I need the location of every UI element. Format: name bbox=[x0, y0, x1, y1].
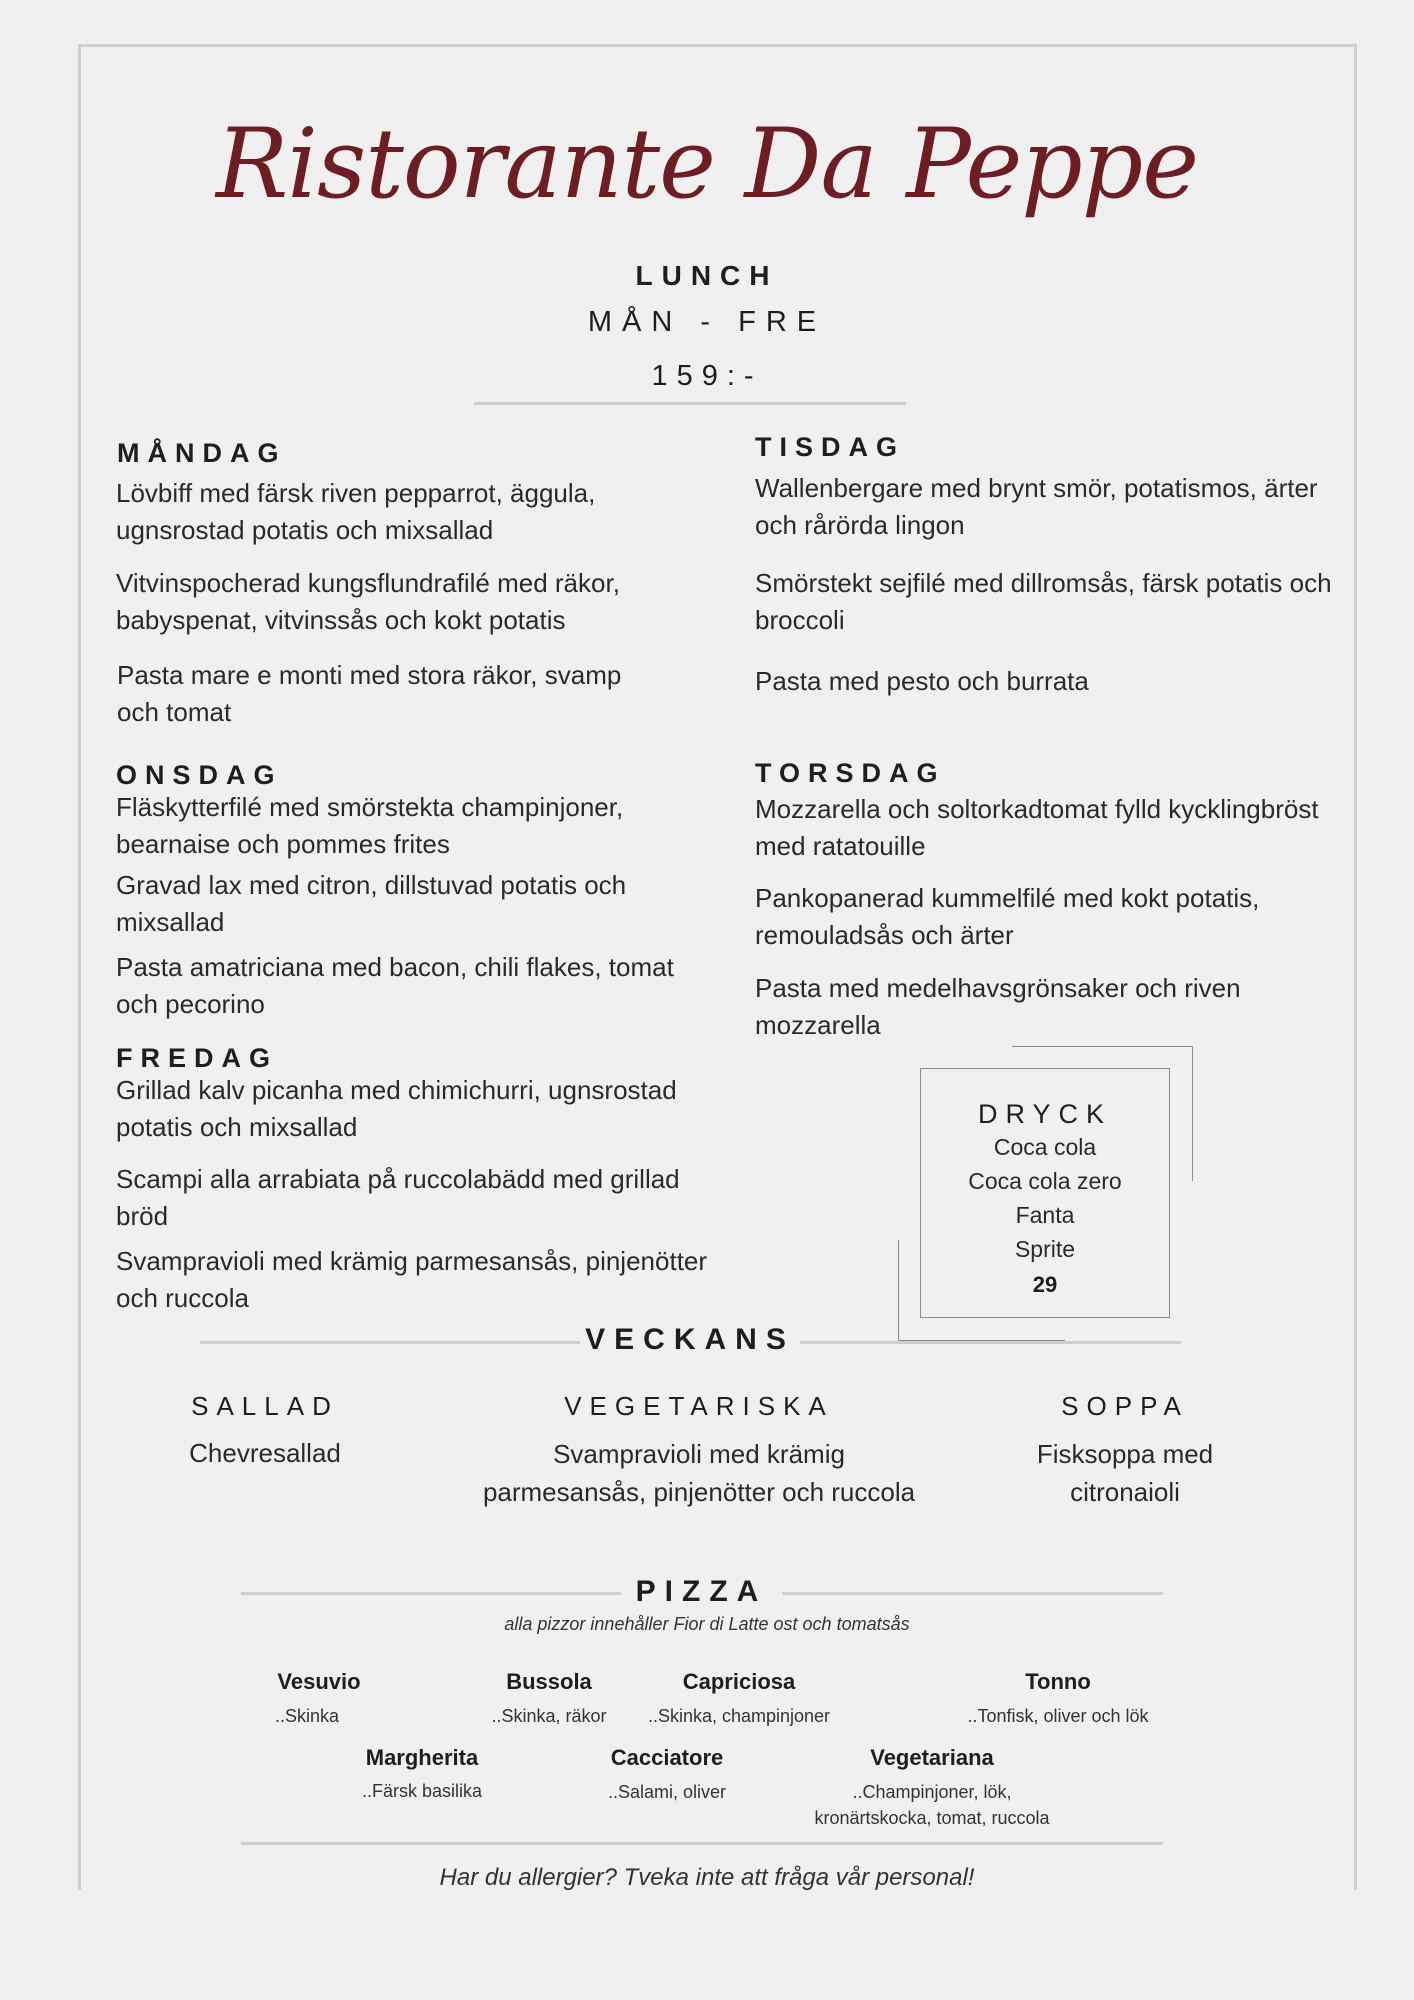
drink-item: Coca cola zero bbox=[968, 1168, 1122, 1194]
weekly-sallad-text: Chevresallad bbox=[189, 1438, 341, 1468]
pizza-name: Capriciosa bbox=[682, 1669, 796, 1694]
dish-tisdag-1: Wallenbergare med brynt smör, potatismos, ärter och rårörda lingon bbox=[755, 473, 1318, 540]
pizza-name: Vesuvio bbox=[277, 1669, 361, 1694]
drink-box bbox=[920, 1068, 1170, 1318]
divider bbox=[241, 1592, 621, 1595]
dish-mandag-3: Pasta mare e monti med stora räkor, svamp och tomat bbox=[117, 660, 622, 727]
dish-onsdag-1: Fläskytterfilé med smörstekta champinjoner, bearnaise och pommes frites bbox=[116, 792, 624, 859]
drink-price: 29 bbox=[1032, 1272, 1058, 1297]
weekly-heading: VECKANS bbox=[585, 1323, 795, 1356]
dish-fredag-1: Grillad kalv picanha med chimichurri, ugnsrostad potatis och mixsallad bbox=[116, 1075, 677, 1142]
pizza-desc: ..Färsk basilika bbox=[361, 1781, 483, 1801]
dish-mandag-2: Vitvinspocherad kungsflundrafilé med räkor, babyspenat, vitvinssås och kokt potatis bbox=[116, 568, 620, 635]
pizza-name: Bussola bbox=[506, 1669, 592, 1694]
dish-mandag-1: Lövbiff med färsk riven pepparrot, äggula, ugnsrostad potatis och mixsallad bbox=[116, 478, 596, 545]
weekly-soppa-text: Fisksoppa med citronaioli bbox=[1036, 1439, 1214, 1507]
pizza-name: Margherita bbox=[365, 1745, 479, 1770]
day-heading-onsdag: ONSDAG bbox=[116, 760, 283, 790]
dish-onsdag-2: Gravad lax med citron, dillstuvad potatis och mixsallad bbox=[116, 870, 627, 937]
pizza-note: alla pizzor innehåller Fior di Latte ost och tomatsås bbox=[504, 1614, 910, 1634]
dish-tisdag-2: Smörstekt sejfilé med dillromsås, färsk potatis och broccoli bbox=[755, 568, 1332, 635]
weekly-vegetariska-text: Svampravioli med krämig parmesansås, pinjenötter och ruccola bbox=[482, 1439, 916, 1507]
dish-fredag-3: Svampravioli med krämig parmesansås, pinjenötter och ruccola bbox=[116, 1246, 708, 1313]
dish-torsdag-1: Mozzarella och soltorkadtomat fylld kycklingbröst med ratatouille bbox=[755, 794, 1319, 861]
divider bbox=[800, 1341, 1181, 1344]
divider bbox=[782, 1592, 1163, 1595]
lunch-price: 159:- bbox=[651, 360, 763, 392]
dish-tisdag-3: Pasta med pesto och burrata bbox=[755, 666, 1089, 696]
drink-heading: DRYCK bbox=[977, 1099, 1113, 1129]
pizza-desc: ..Skinka, räkor bbox=[491, 1706, 607, 1726]
restaurant-name: Ristorante Da Peppe bbox=[215, 108, 1198, 220]
pizza-desc: ..Salami, oliver bbox=[607, 1782, 727, 1802]
border-top bbox=[78, 44, 1357, 47]
pizza-name: Cacciatore bbox=[610, 1745, 724, 1770]
day-heading-mandag: MÅNDAG bbox=[117, 438, 287, 468]
pizza-desc: ..Skinka, champinjoner bbox=[647, 1706, 831, 1726]
day-heading-torsdag: TORSDAG bbox=[755, 758, 946, 788]
weekly-soppa-label: SOPPA bbox=[1061, 1391, 1189, 1421]
dish-onsdag-3: Pasta amatriciana med bacon, chili flakes, tomat och pecorino bbox=[116, 952, 674, 1019]
divider bbox=[474, 402, 906, 405]
pizza-heading: PIZZA bbox=[635, 1575, 768, 1608]
pizza-name: Tonno bbox=[1025, 1669, 1091, 1694]
divider bbox=[241, 1842, 1163, 1845]
drink-item: Coca cola bbox=[993, 1134, 1097, 1160]
day-heading-tisdag: TISDAG bbox=[755, 432, 906, 462]
weekly-vegetariska-label: VEGETARISKA bbox=[564, 1391, 834, 1421]
dish-torsdag-3: Pasta med medelhavsgrönsaker och riven mozzarella bbox=[755, 973, 1241, 1040]
pizza-desc: ..Champinjoner, lök, kronärtskocka, tomat, ruccola bbox=[814, 1782, 1050, 1828]
pizza-desc: ..Skinka bbox=[274, 1706, 340, 1726]
day-heading-fredag: FREDAG bbox=[116, 1043, 278, 1073]
pizza-name: Vegetariana bbox=[870, 1745, 994, 1770]
drink-item: Sprite bbox=[1014, 1236, 1076, 1262]
allergy-notice: Har du allergier? Tveka inte att fråga vår personal! bbox=[439, 1864, 975, 1891]
pizza-desc: ..Tonfisk, oliver och lök bbox=[967, 1706, 1149, 1726]
lunch-heading: LUNCH bbox=[635, 260, 779, 291]
dish-fredag-2: Scampi alla arrabiata på ruccolabädd med grillad bröd bbox=[116, 1164, 680, 1231]
drink-item: Fanta bbox=[1015, 1202, 1075, 1228]
dish-torsdag-2: Pankopanerad kummelfilé med kokt potatis, remouladsås och ärter bbox=[755, 883, 1260, 950]
divider bbox=[200, 1341, 580, 1344]
days-range: MÅN - FRE bbox=[587, 306, 827, 338]
weekly-sallad-label: SALLAD bbox=[191, 1391, 339, 1421]
